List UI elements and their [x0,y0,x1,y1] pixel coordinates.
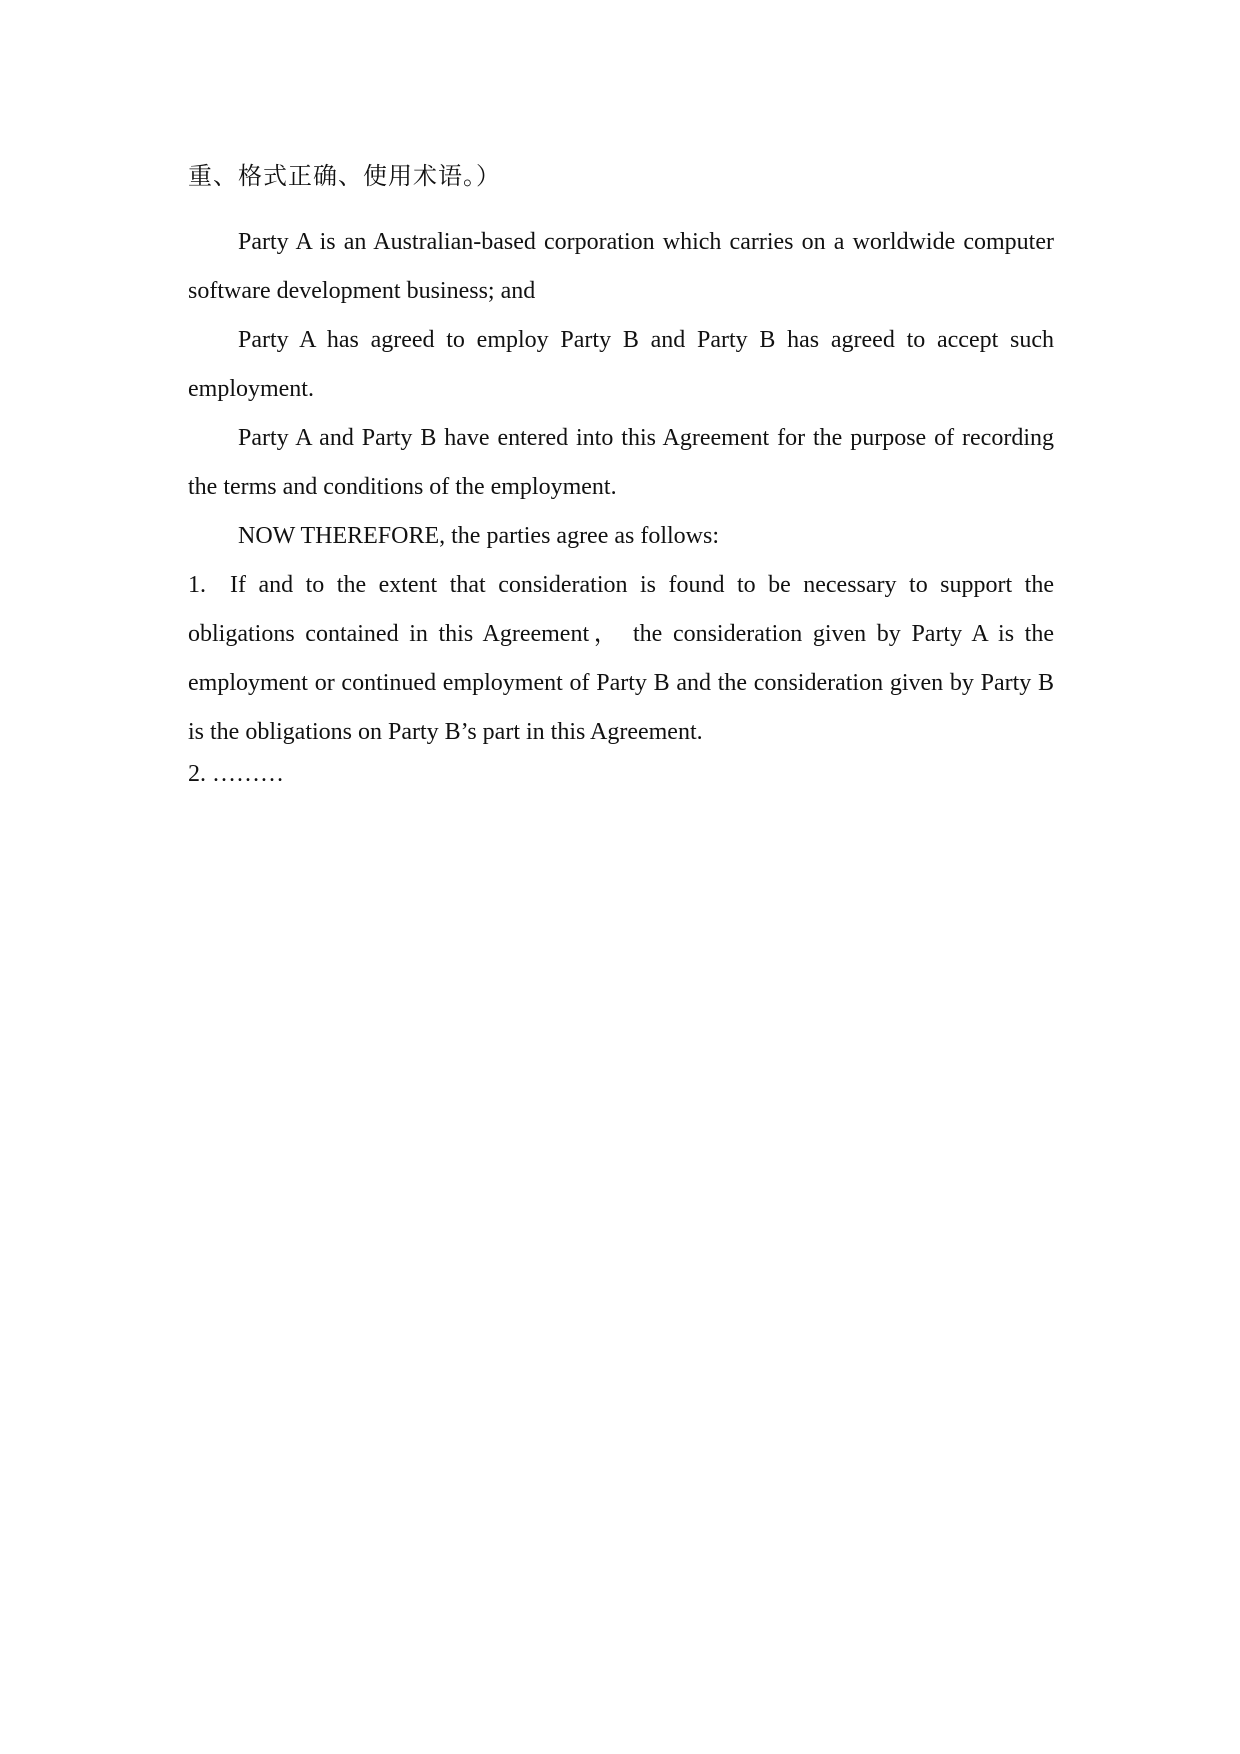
operative-intro-paragraph: NOW THEREFORE, the parties agree as follows: [238,523,720,549]
agreement-body [188,218,1054,791]
clause-1 [188,561,1054,757]
chinese-heading-fragment: 重、格式正确、使用术语。） [188,162,501,190]
clause-2-ellipsis: ……… [212,761,284,787]
recital-paragraph-3: Party A and Party B have entered into this Agreement for the purpose of recording the terms and conditions of the employment. [188,425,1054,500]
recital-paragraph-1: Party A is an Australian-based corporation which carries on a worldwide computer software development business; and [188,229,1054,304]
clause-1-text: If and to the extent that consideration is found to be necessary to support the obligations contained in this Agreement， the consideration given by Party A is the employment or continued employment of Party B and the consideration given by Party B is the obligations on Party B’s part in this Agreement. [188,572,1054,745]
clause-2-number: 2. [188,761,206,787]
recital-paragraph-2: Party A has agreed to employ Party B and Party B has agreed to accept such employment. [188,327,1054,402]
clause-1-number: 1. [188,572,206,598]
clause-2 [188,757,1054,791]
